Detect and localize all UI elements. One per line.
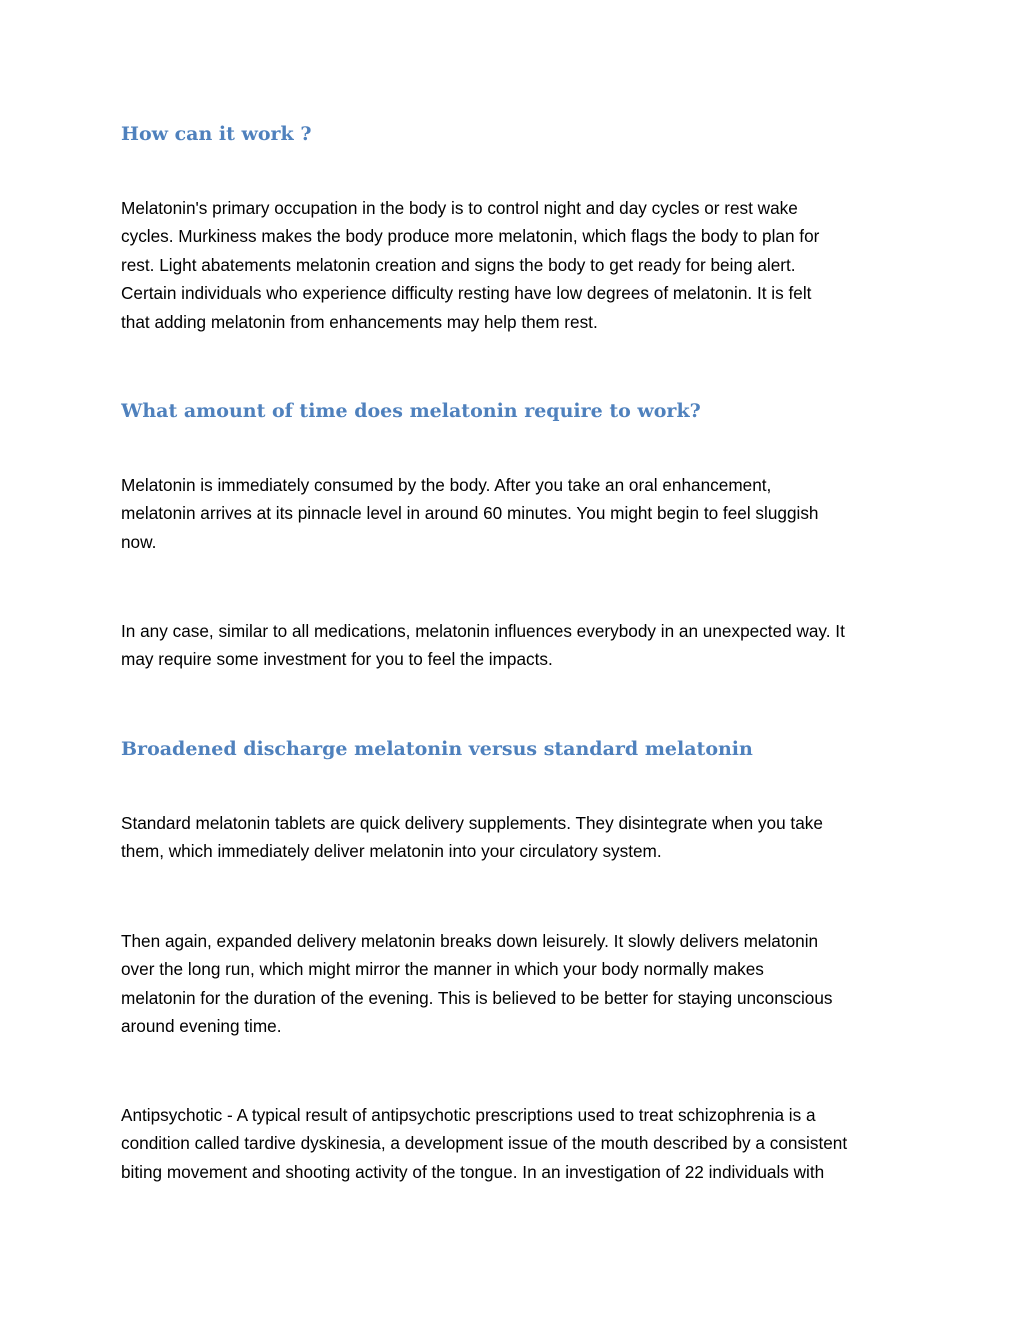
paragraph-line: biting movement and shooting activity of the tongue. In an investigation of 22 individuals with: [121, 1161, 825, 1182]
paragraph-line: now.: [121, 531, 157, 552]
paragraph-line: over the long run, which might mirror the manner in which your body normally makes: [121, 959, 764, 980]
paragraph-line: Antipsychotic - A typical result of antipsychotic prescriptions used to treat schizophrenia is a: [121, 1105, 816, 1125]
paragraph-standard-tablets: [121, 809, 911, 866]
paragraph-primary-occupation: [121, 194, 911, 336]
paragraph-antipsychotic: [121, 1101, 911, 1186]
paragraph-line: cycles. Murkiness makes the body produce more melatonin, which flags the body to plan for: [121, 226, 820, 247]
paragraph-line: that adding melatonin from enhancements may help them rest.: [121, 311, 598, 332]
section-heading-how-it-works: How can it work ?: [121, 123, 312, 145]
paragraph-line: In any case, similar to all medications, melatonin influences everybody in an unexpected way. It: [121, 621, 845, 641]
paragraph-line: condition called tardive dyskinesia, a development issue of the mouth described by a consistent: [121, 1133, 848, 1154]
document-page: [121, 0, 911, 1325]
paragraph-line: around evening time.: [121, 1016, 282, 1037]
paragraph-line: may require some investment for you to feel the impacts.: [121, 649, 553, 670]
paragraph-immediately-consumed: [121, 471, 911, 556]
section-heading-extended-vs-standard: Broadened discharge melatonin versus standard melatonin: [121, 738, 753, 760]
paragraph-line: Standard melatonin tablets are quick delivery supplements. They disintegrate when you take: [121, 813, 823, 833]
paragraph-line: Then again, expanded delivery melatonin breaks down leisurely. It slowly delivers melatonin: [121, 931, 819, 951]
paragraph-line: melatonin arrives at its pinnacle level in around 60 minutes. You might begin to feel sluggish: [121, 503, 819, 524]
paragraph-expanded-delivery: [121, 927, 911, 1041]
paragraph-line: Melatonin's primary occupation in the body is to control night and day cycles or rest wake: [121, 198, 798, 218]
paragraph-in-any-case: [121, 617, 911, 674]
paragraph-line: rest. Light abatements melatonin creation and signs the body to get ready for being alert.: [121, 254, 796, 275]
section-heading-time-to-work: What amount of time does melatonin require to work?: [121, 400, 701, 422]
paragraph-line: Certain individuals who experience difficulty resting have low degrees of melatonin. It is felt: [121, 283, 812, 304]
paragraph-line: them, which immediately deliver melatonin into your circulatory system.: [121, 841, 662, 862]
paragraph-line: Melatonin is immediately consumed by the body. After you take an oral enhancement,: [121, 475, 772, 495]
paragraph-line: melatonin for the duration of the evening. This is believed to be better for staying unconscious: [121, 987, 833, 1008]
